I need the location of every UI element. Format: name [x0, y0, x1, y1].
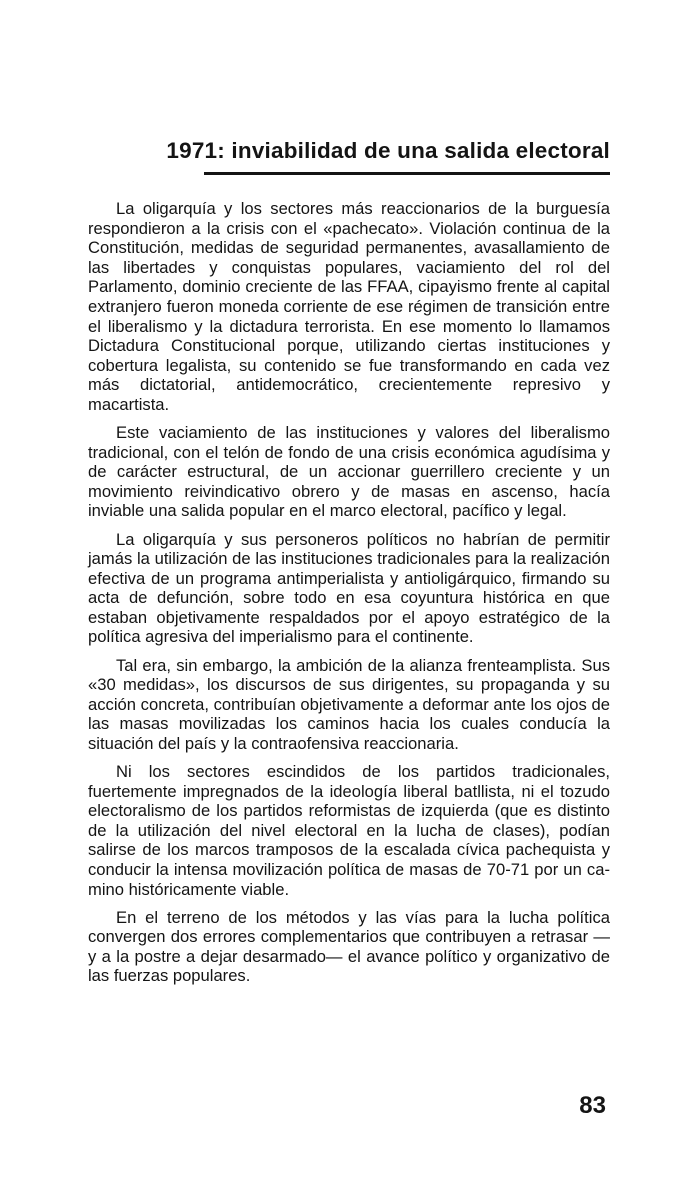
paragraph: Este vaciamiento de las instituciones y valores del liberalismo tradicional, con el telón de fondo de una crisis económica agudísima y de carácter estructural, de un accionar guerrillero creciente y un movimiento reivindicativo obrero y de masas en ascenso, hacía inviable una salida popular en el marco electoral, pacífico y legal. — [88, 423, 610, 521]
chapter-title: 1971: inviabilidad de una salida electoral — [166, 138, 610, 163]
paragraph: Ni los sectores escindidos de los partidos tradicionales, fuertemente impregnados de la ideología liberal batllista, ni el tozudo electoralismo de los partidos reformistas de izquierda (que es distinto de la utilización del nivel electoral en la lucha de clases), podían salirse de los marcos tramposos de la escalada cívica pachequista y conducir la intensa movilización política de masas de 70-71 por un camino históricamente viable. — [88, 762, 610, 899]
body-text — [88, 199, 610, 995]
paragraph: Tal era, sin embargo, la ambición de la alianza frenteamplista. Sus «30 medidas», los discursos de sus dirigentes, su propaganda y su acción concreta, contribuían objetivamente a deformar ante los ojos de las masas movilizadas los caminos hacia los cuales conducía la situación del país y la contraofensiva reaccionaria. — [88, 655, 610, 753]
paragraph: La oligarquía y los sectores más reaccionarios de la burguesía respondieron a la crisis con el «pachecato». Violación continua de la Constitución, medidas de seguridad permanentes, avasallamiento de las libertades y conquistas populares, vaciamiento del rol del Parlamento, dominio creciente de las FFAA, cipayismo frente al capital extranjero fueron moneda corriente de ese régimen de transición entre el liberalismo y la dictadura terrorista. En ese momento lo llamamos Dictadura Constitucional porque, utilizando ciertas instituciones y cobertura legalista, su contenido se fue transformando en cada vez más dictatorial, antidemocrático, crecientemente represivo y macartista. — [88, 199, 610, 414]
paragraph: En el terreno de los métodos y las vías para la lucha política convergen dos errores complementarios que contribuyen a retrasar —y a la postre a dejar desarmado— el avance político y organizativo de las fuerzas populares. — [88, 907, 610, 986]
paragraph: La oligarquía y sus personeros políticos no habrían de permitir jamás la utilización de las instituciones tradicionales para la realización efectiva de un programa antimperialista y antioligárquico, firmando su acta de defunción, sobre todo en esa coyuntura histórica en que estaban objetivamente respaldados por el apoyo estratégico de la política agresiva del imperialismo para el continente. — [88, 529, 610, 647]
page-number: 83 — [579, 1092, 606, 1119]
title-rule — [204, 172, 610, 175]
